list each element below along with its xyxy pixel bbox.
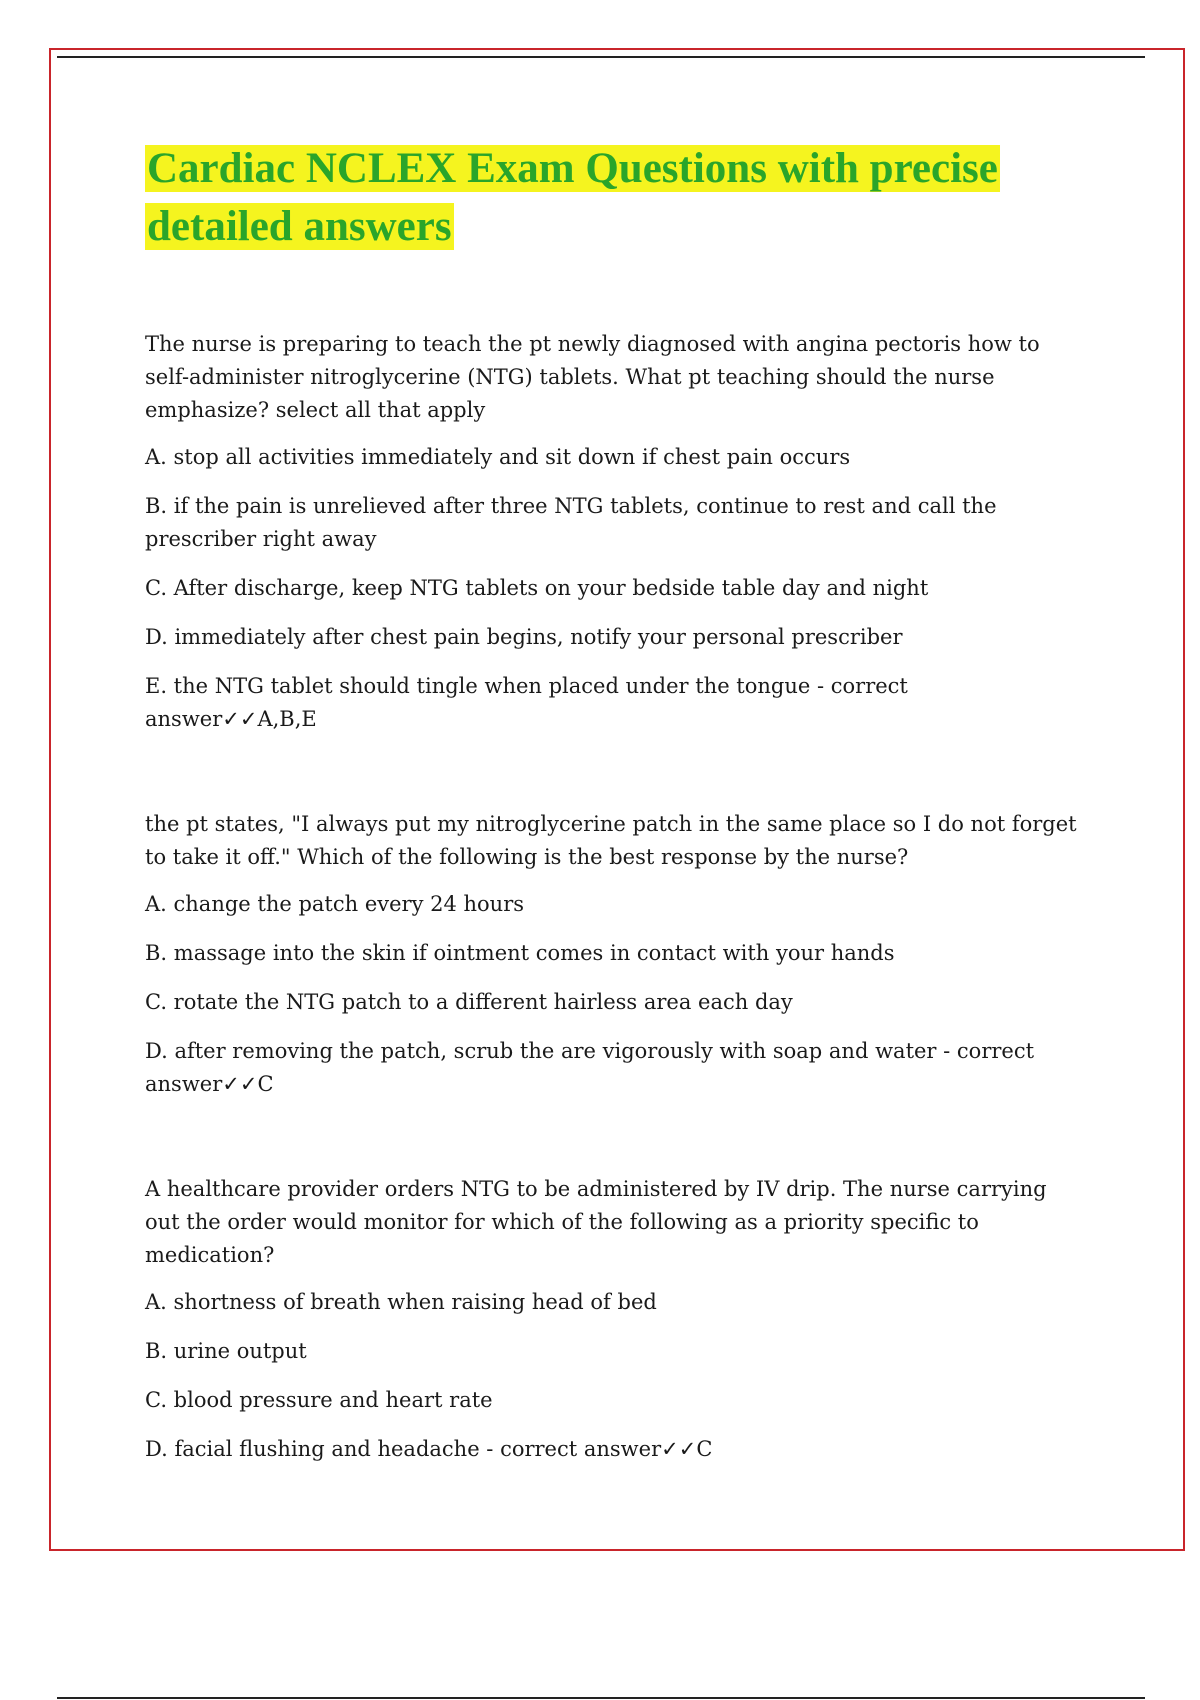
option-b: B. massage into the skin if ointment comes in contact with your hands	[145, 941, 895, 965]
option-a: A. stop all activities immediately and sit down if chest pain occurs	[145, 445, 851, 469]
option-e-with-answer	[145, 670, 1085, 736]
option-d-with-answer	[145, 1035, 1085, 1101]
option-b: B. urine output	[145, 1339, 307, 1363]
option-c: C. rotate the NTG patch to a different hairless area each day	[145, 990, 793, 1014]
document-body	[145, 140, 1085, 1538]
option-a: A. shortness of breath when raising head of bed	[145, 1290, 657, 1314]
question-stem: The nurse is preparing to teach the pt newly diagnosed with angina pectoris how to self-administer nitroglycerine (NTG) tablets. What pt teaching should the nurse emphasize? select all that apply	[145, 332, 1040, 422]
correct-answer: C	[696, 1437, 713, 1461]
document-title	[145, 140, 1085, 256]
option-a: A. change the patch every 24 hours	[145, 892, 525, 916]
option-b: B. if the pain is unrelieved after three NTG tablets, continue to rest and call the prescriber right away	[145, 494, 997, 551]
option-c: C. blood pressure and heart rate	[145, 1388, 493, 1412]
option-d: D. immediately after chest pain begins, notify your personal prescriber	[145, 625, 903, 649]
question-stem: the pt states, "I always put my nitroglycerine patch in the same place so I do not forget to take it off." Which of the following is the best response by the nurse?	[145, 812, 1077, 869]
option-d: D. after removing the patch, scrub the are vigorously with soap and water - correct answer	[145, 1039, 1035, 1096]
question-3	[145, 1173, 1085, 1466]
check-mark-icon: ✓✓	[222, 707, 258, 731]
top-rule	[57, 56, 1145, 58]
check-mark-icon: ✓✓	[661, 1437, 697, 1461]
title-highlight: Cardiac NCLEX Exam Questions with precise detailed answers	[147, 145, 998, 250]
question-1	[145, 328, 1085, 736]
option-d: D. facial flushing and headache - correct answer	[145, 1437, 662, 1461]
check-mark-icon: ✓✓	[222, 1072, 258, 1096]
bottom-rule	[57, 1697, 1145, 1699]
correct-answer: C	[257, 1072, 274, 1096]
option-c: C. After discharge, keep NTG tablets on your bedside table day and night	[145, 576, 929, 600]
option-e: E. the NTG tablet should tingle when placed under the tongue - correct answer	[145, 674, 908, 731]
question-2	[145, 808, 1085, 1101]
correct-answer: A,B,E	[257, 707, 317, 731]
option-d-with-answer	[145, 1433, 1085, 1466]
question-stem: A healthcare provider orders NTG to be administered by IV drip. The nurse carrying out the order would monitor for which of the following as a priority specific to medication?	[145, 1177, 1047, 1267]
